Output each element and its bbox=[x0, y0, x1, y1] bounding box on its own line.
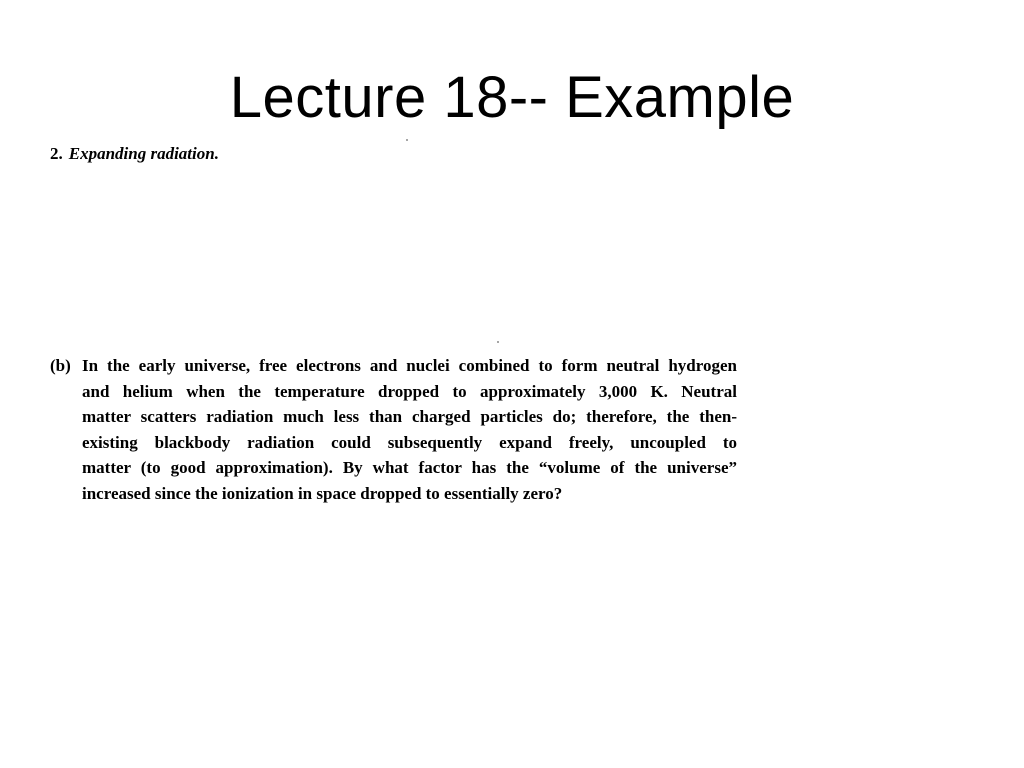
problem-heading bbox=[50, 143, 219, 165]
part-text bbox=[82, 353, 737, 506]
text-line: matter scatters radiation much less than charged particles do; therefore, the then- bbox=[82, 407, 737, 426]
scan-speck bbox=[497, 341, 499, 343]
text-line: and helium when the temperature dropped to approximately 3,000 K. Neutral bbox=[82, 381, 737, 401]
problem-number: 2. bbox=[50, 144, 63, 163]
text-line: increased since the ionization in space dropped to essentially zero? bbox=[82, 483, 563, 503]
text-line: In the early universe, free electrons and nuclei combined to form neutral hydrogen bbox=[82, 356, 737, 375]
problem-title: Expanding radiation. bbox=[68, 144, 219, 163]
part-label: (b) bbox=[50, 356, 71, 375]
slide-title: Lecture 18-- Example bbox=[229, 65, 795, 130]
scan-speck bbox=[406, 139, 408, 141]
text-line: matter (to good approximation). By what factor has the “volume of the universe” bbox=[82, 458, 737, 477]
text-line: existing blackbody radiation could subsequently expand freely, uncoupled to bbox=[82, 432, 737, 452]
